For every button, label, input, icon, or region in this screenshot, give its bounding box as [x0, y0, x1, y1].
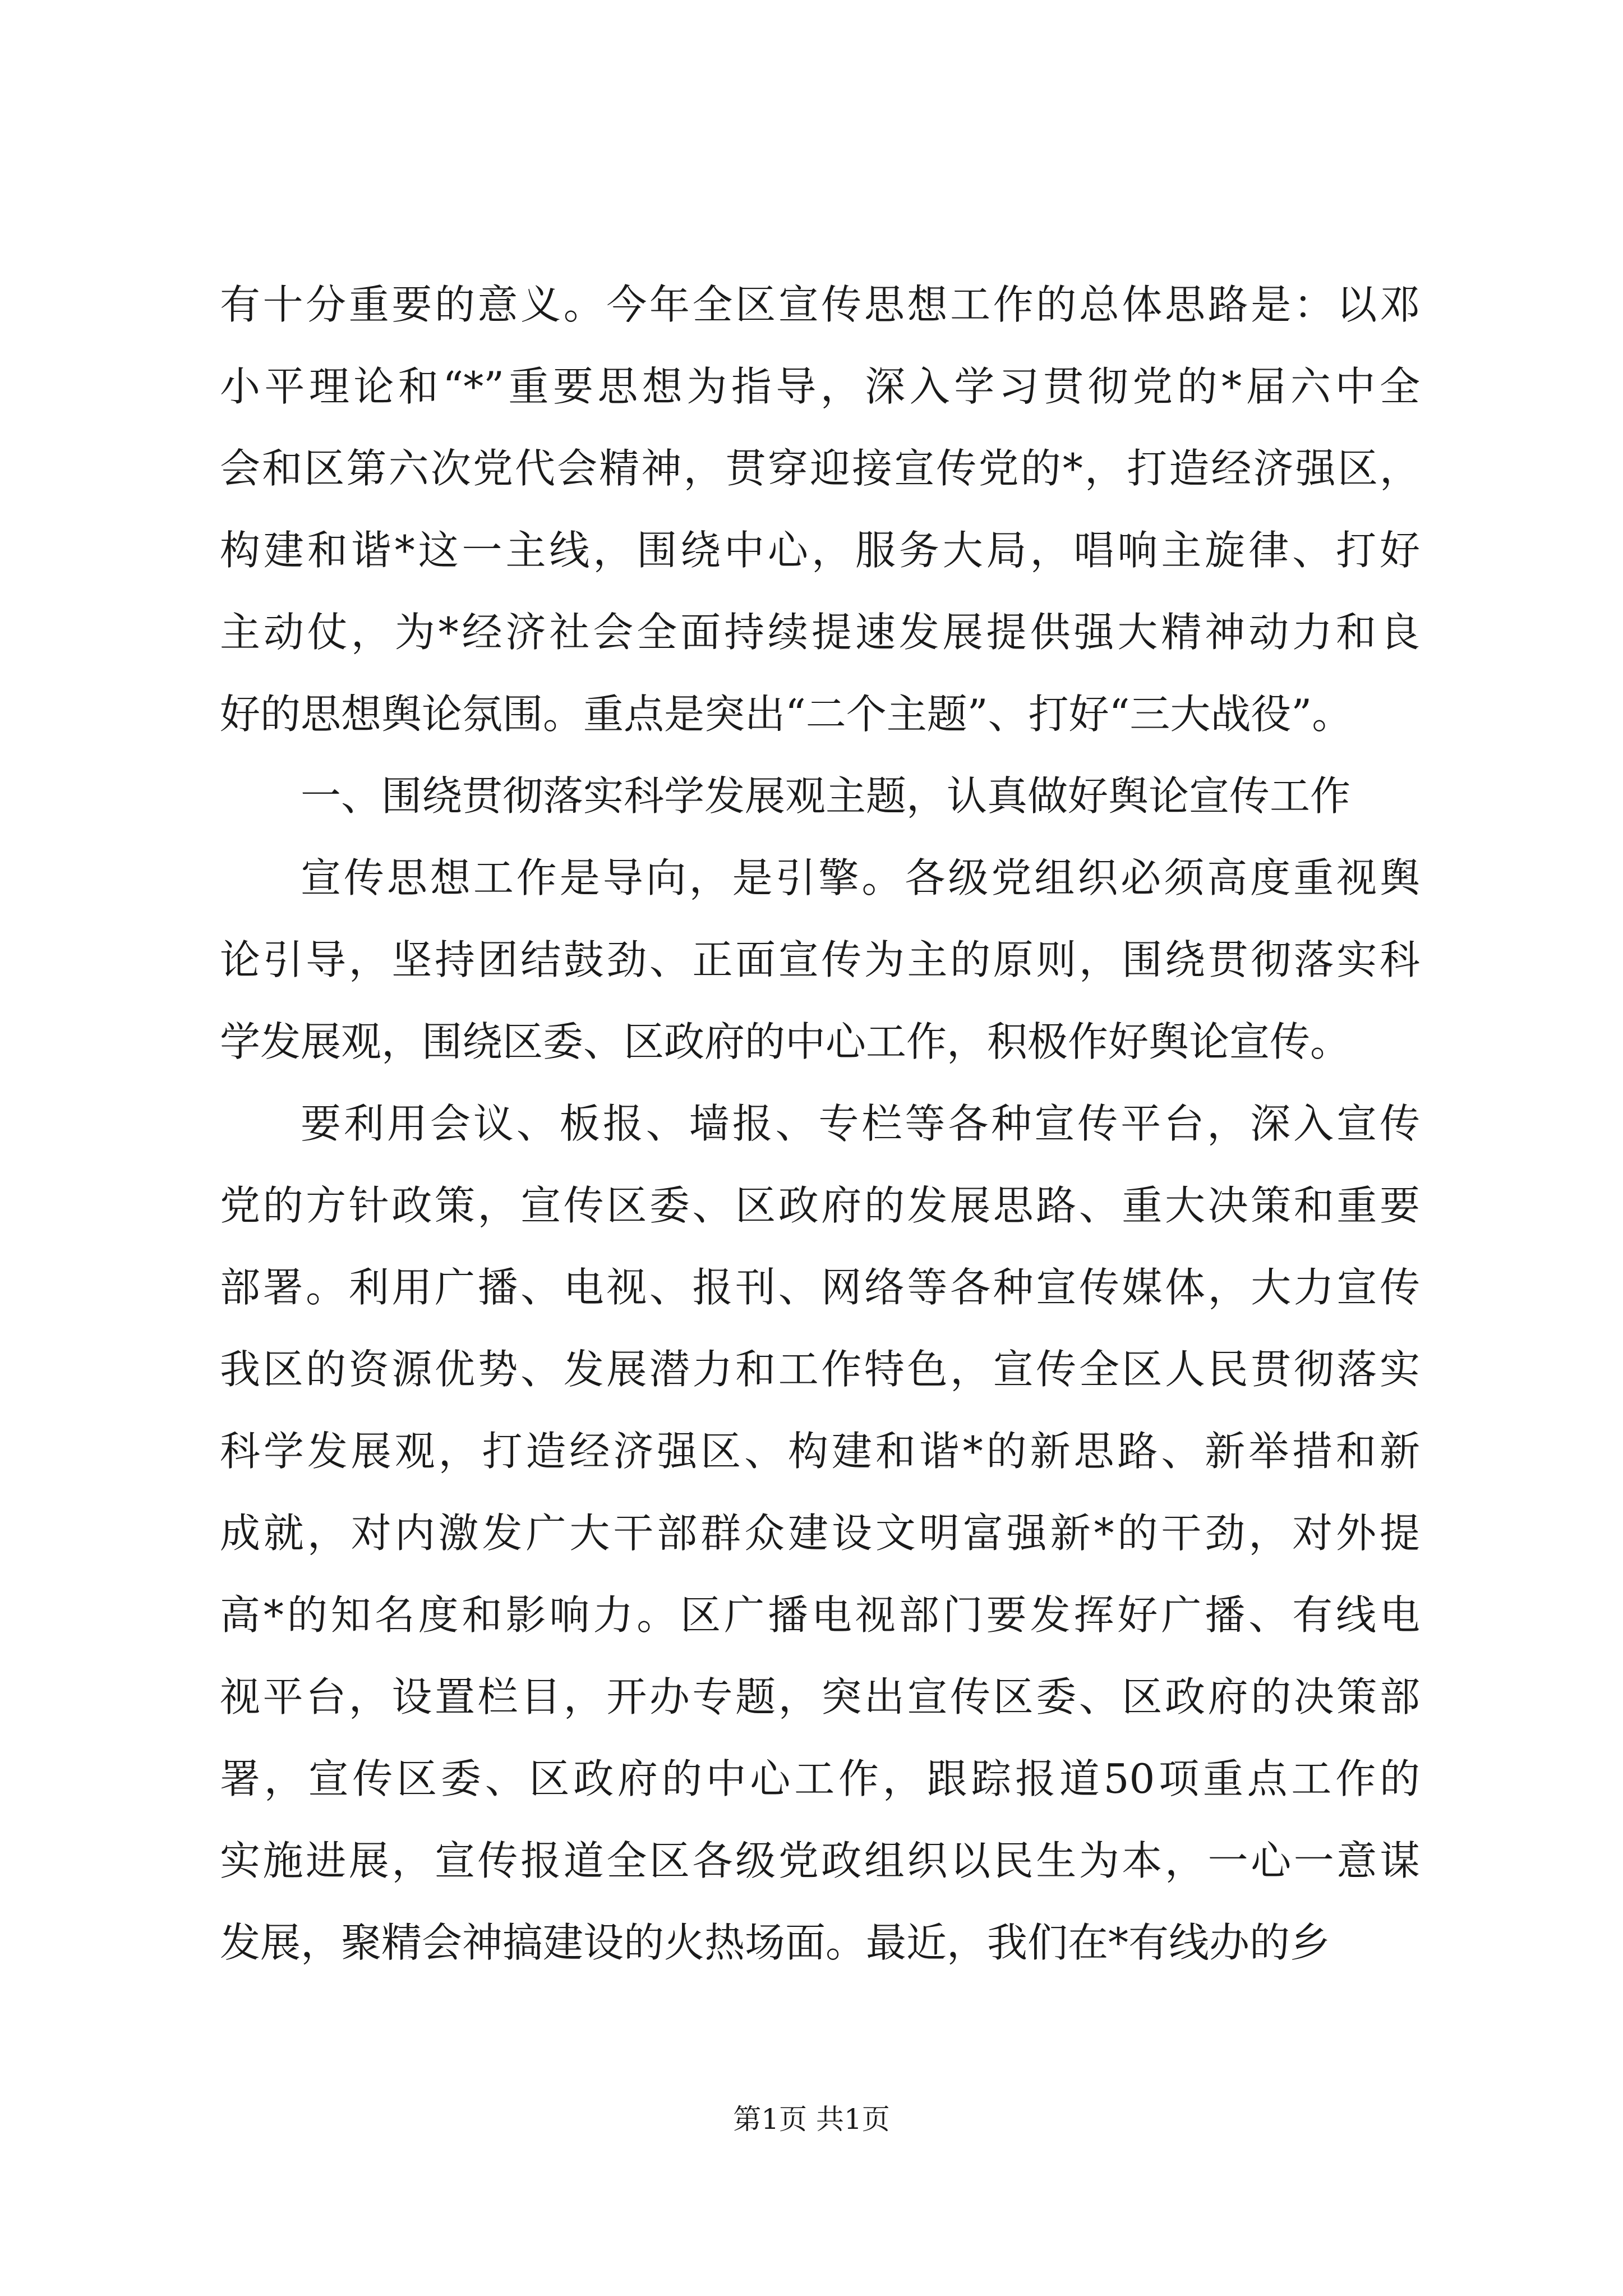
document-body: [220, 264, 1420, 1984]
text-line: 科学发展观，打造经济强区、构建和谐*的新思路、新举措和新: [220, 1428, 1420, 1475]
text-line: 部署。利用广播、电视、报刊、网络等各种宣传媒体，大力宣传: [220, 1264, 1420, 1311]
text-line: 实施进展，宣传报道全区各级党政组织以民生为本，一心一意谋: [220, 1837, 1420, 1884]
text-line: 小平理论和“*”重要思想为指导，深入学习贯彻党的*届六中全: [220, 363, 1420, 410]
text-line: 高*的知名度和影响力。区广播电视部门要发挥好广播、有线电: [220, 1591, 1420, 1639]
paragraph: [220, 264, 1420, 755]
text-line: 成就，对内激发广大干部群众建设文明富强新*的干劲，对外提: [220, 1510, 1420, 1557]
text-line: 我区的资源优势、发展潜力和工作特色，宣传全区人民贯彻落实: [220, 1346, 1420, 1393]
text-line: 视平台，设置栏目，开办专题，突出宣传区委、区政府的决策部: [220, 1673, 1420, 1720]
text-line: 有十分重要的意义。今年全区宣传思想工作的总体思路是：以邓: [220, 281, 1420, 328]
text-line: 好的思想舆论氛围。重点是突出“二个主题”、打好“三大战役”。: [220, 691, 1353, 738]
text-line: 会和区第六次党代会精神，贯穿迎接宣传党的*，打造经济强区，: [220, 445, 1420, 492]
paragraph: [220, 837, 1420, 1083]
text-line: 构建和谐*这一主线，围绕中心，服务大局，唱响主旋律、打好: [220, 527, 1420, 574]
text-line: 论引导，坚持团结鼓劲、正面宣传为主的原则，围绕贯彻落实科: [220, 936, 1420, 983]
text-line: 发展，聚精会神搞建设的火热场面。最近，我们在*有线办的乡: [220, 1919, 1331, 1966]
text-line: 主动仗，为*经济社会全面持续提速发展提供强大精神动力和良: [220, 609, 1420, 656]
paragraph: [220, 1083, 1420, 1984]
text-line: 宣传思想工作是导向，是引擎。各级党组织必须高度重视舆: [301, 854, 1420, 901]
text-line: 一、围绕贯彻落实科学发展观主题，认真做好舆论宣传工作: [301, 772, 1351, 820]
text-line: 学发展观，围绕区委、区政府的中心工作，积极作好舆论宣传。: [220, 1018, 1351, 1065]
section-heading: [220, 755, 1420, 837]
text-line: 署，宣传区委、区政府的中心工作，跟踪报道50项重点工作的: [220, 1755, 1420, 1802]
page-footer: 第1页 共1页: [733, 2103, 890, 2136]
text-line: 党的方针政策，宣传区委、区政府的发展思路、重大决策和重要: [220, 1182, 1420, 1229]
text-line: 要利用会议、板报、墙报、专栏等各种宣传平台，深入宣传: [301, 1100, 1420, 1147]
